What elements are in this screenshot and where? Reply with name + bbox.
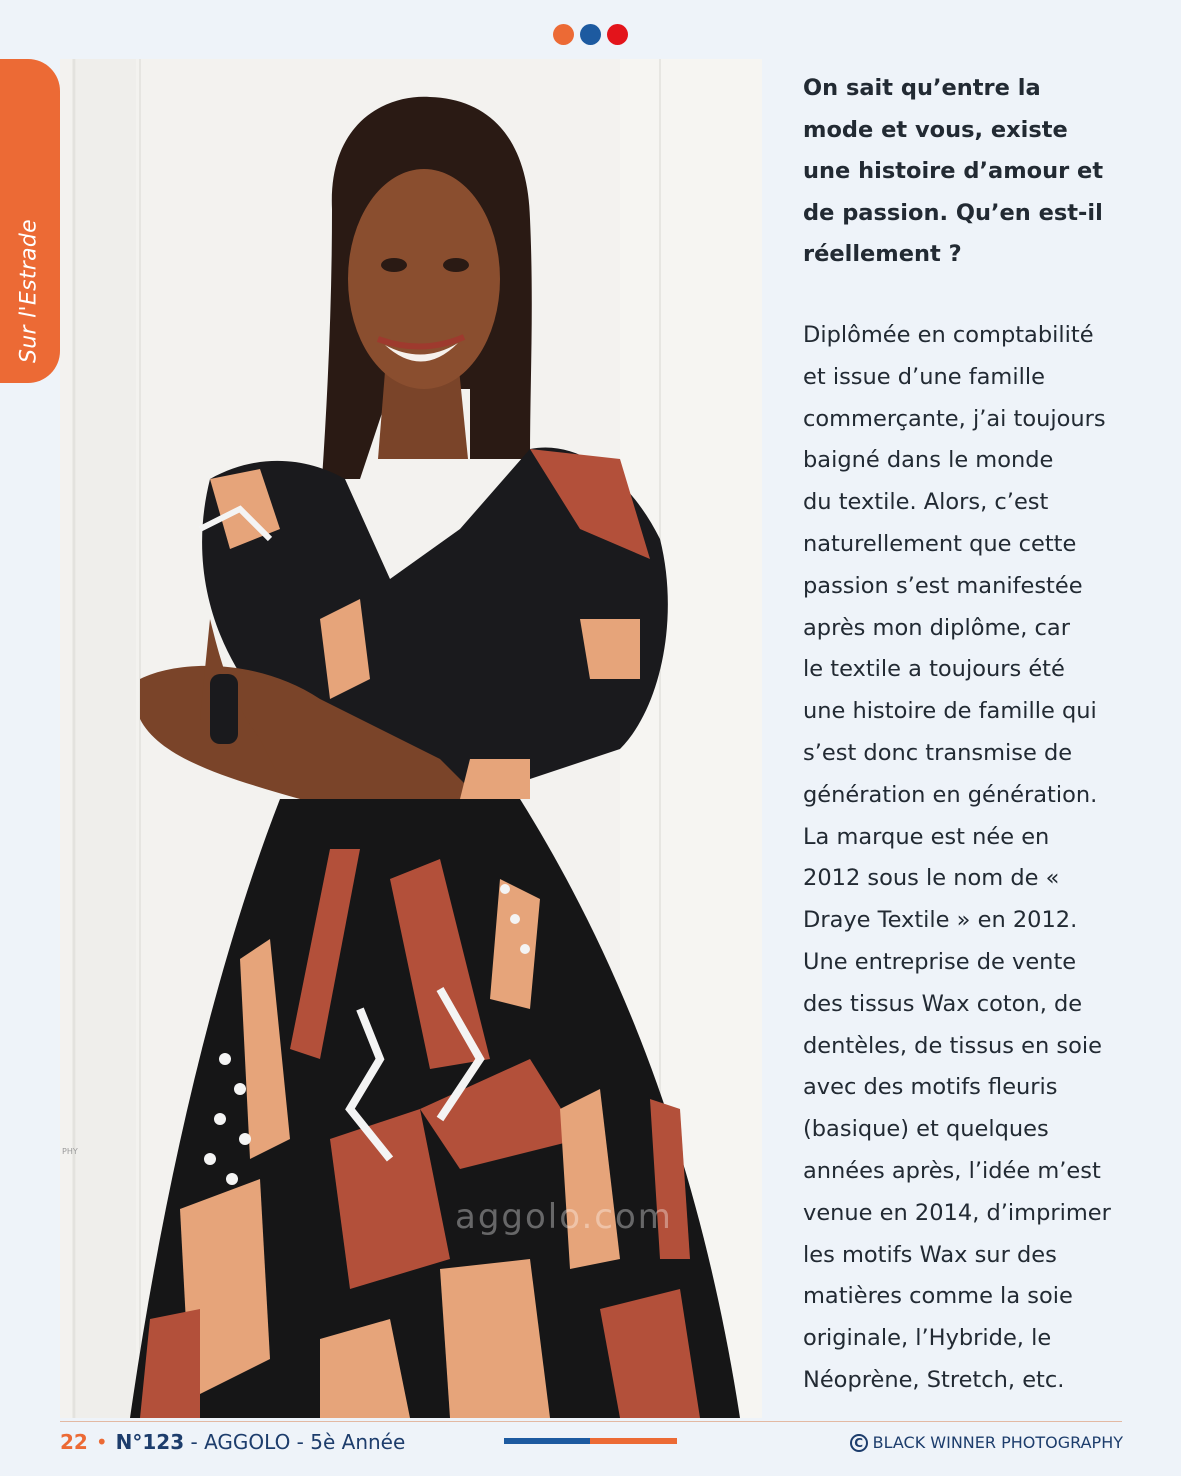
blue-dot bbox=[580, 24, 601, 45]
question-line: une histoire d’amour et bbox=[803, 158, 1104, 184]
answer-line: baigné dans le monde bbox=[803, 447, 1054, 474]
photo-credit-text: BLACK WINNER PHOTOGRAPHY bbox=[872, 1433, 1123, 1452]
footer-accent-blue bbox=[504, 1438, 590, 1444]
answer-line: Diplômée en comptabilité bbox=[803, 322, 1094, 348]
answer-line: après mon diplôme, car bbox=[803, 614, 1070, 641]
answer-line: les motifs Wax sur des bbox=[803, 1241, 1057, 1268]
answer-line: matières comme la soie bbox=[803, 1283, 1073, 1310]
answer-line: venue en 2014, d’imprimer bbox=[803, 1199, 1111, 1226]
answer-line: Néoprène, Stretch, etc. bbox=[803, 1366, 1065, 1393]
answer-line: commerçante, j’ai toujours bbox=[803, 405, 1106, 432]
answer-line: naturellement que cette bbox=[803, 530, 1077, 557]
answer-line: années après, l’idée m’est bbox=[803, 1157, 1101, 1184]
answer-line: avec des motifs fleuris bbox=[803, 1074, 1058, 1101]
edge-credit: PHY bbox=[62, 1147, 78, 1156]
answer-line: le textile a toujours été bbox=[803, 656, 1065, 683]
answer-line: Une entreprise de vente bbox=[803, 948, 1077, 975]
issue-number: N°123 bbox=[115, 1430, 185, 1454]
red-dot bbox=[607, 24, 628, 45]
section-tab bbox=[0, 59, 60, 383]
answer-line: une histoire de famille qui bbox=[803, 698, 1097, 725]
watermark: aggolo.com bbox=[455, 1197, 673, 1237]
interview-answer bbox=[803, 315, 1133, 1402]
answer-line: (basique) et quelques bbox=[803, 1116, 1049, 1143]
answer-line: Draye Textile » en 2012. bbox=[803, 907, 1078, 934]
answer-line: dentèles, de tissus en soie bbox=[803, 1032, 1102, 1059]
answer-line: 2012 sous le nom de « bbox=[803, 865, 1060, 892]
bullet-separator: • bbox=[95, 1430, 108, 1454]
question-line: réellement ? bbox=[803, 241, 962, 267]
section-label: Sur l'Estrade bbox=[16, 218, 42, 364]
footer-folio bbox=[60, 1430, 405, 1454]
question-line: mode et vous, existe bbox=[803, 116, 1068, 143]
answer-line: du textile. Alors, c’est bbox=[803, 489, 1049, 516]
question-line: de passion. Qu’en est-il bbox=[803, 199, 1103, 226]
portrait-photo bbox=[60, 59, 762, 1418]
page-number: 22 bbox=[60, 1430, 88, 1454]
header-dots bbox=[553, 24, 628, 45]
publication-name: - AGGOLO - 5è Année bbox=[184, 1430, 406, 1454]
answer-line: s’est donc transmise de bbox=[803, 739, 1073, 766]
copyright-icon: C bbox=[850, 1434, 868, 1452]
answer-line: des tissus Wax coton, de bbox=[803, 990, 1083, 1017]
answer-line: et issue d’une famille bbox=[803, 363, 1045, 390]
footer-divider bbox=[60, 1421, 1122, 1422]
answer-line: originale, l’Hybride, le bbox=[803, 1325, 1052, 1352]
interview-question bbox=[803, 68, 1133, 276]
answer-line: La marque est née en bbox=[803, 823, 1050, 850]
footer-accent-orange bbox=[590, 1438, 677, 1444]
question-line: On sait qu’entre la bbox=[803, 75, 1041, 101]
answer-line: passion s’est manifestée bbox=[803, 572, 1083, 599]
answer-line: génération en génération. bbox=[803, 781, 1098, 808]
photo-credit bbox=[850, 1433, 1123, 1452]
orange-dot bbox=[553, 24, 574, 45]
